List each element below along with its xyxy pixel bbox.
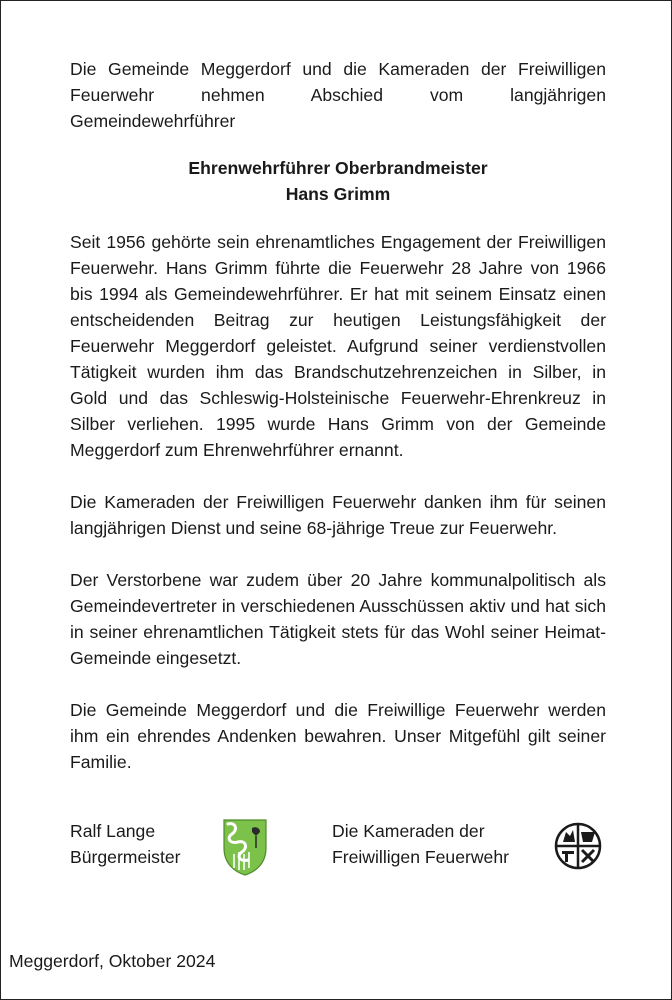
signatory-line-1: Die Kameraden der [332, 821, 485, 841]
title-line-1: Ehrenwehrführer Oberbrandmeister [188, 158, 488, 178]
signatory-role: Bürgermeister [70, 847, 181, 867]
paragraph-politics: Der Verstorbene war zudem über 20 Jahre kommunalpolitisch als Gemeindevertreter in verschiedenen Ausschüssen aktiv und hat sich in seiner ehrenamtlichen Tätigkeit stets für das Wohl seiner Heimat-Gemeinde eingesetzt. [70, 570, 606, 668]
signatory-mayor [70, 818, 181, 870]
fire-brigade-emblem-icon [554, 822, 602, 870]
signature-row [70, 818, 606, 878]
title-line-2: Hans Grimm [285, 184, 391, 204]
signatory-name: Ralf Lange [70, 821, 156, 841]
intro-text: Die Gemeinde Meggerdorf und die Kameraden der Freiwilligen Feuerwehr nehmen Abschied vom langjährigen Gemeindewehrführer [70, 59, 606, 131]
paragraph-thanks: Die Kameraden der Freiwilligen Feuerwehr danken ihm für seinen langjährigen Dienst und seine 68-jährige Treue zur Feuerwehr. [70, 492, 606, 538]
notice-body [70, 56, 606, 801]
place-date-footer: Meggerdorf, Oktober 2024 [9, 951, 216, 971]
municipal-crest-icon [222, 818, 268, 876]
notice-title [70, 155, 606, 207]
paragraph-career: Seit 1956 gehörte sein ehrenamtliches Engagement der Freiwilligen Feuerwehr. Hans Grimm führte die Feuerwehr 28 Jahre von 1966 bis 1994 als Gemeindewehrführer. Er hat mit seinem Einsatz einen entscheidenden Beitrag zur heutigen Leistungsfähigkeit der Feuerwehr Meggerdorf geleistet. Aufgrund seiner verdienstvollen Tätigkeit wurden ihm das Brandschutzehrenzeichen in Silber, in Gold und das Schleswig-Holsteinische Feuerwehr-Ehrenkreuz in Silber verliehen. 1995 wurde Hans Grimm von der Gemeinde Meggerdorf zum Ehrenwehrführer ernannt. [70, 232, 606, 460]
signatory-line-2: Freiwilligen Feuerwehr [332, 847, 509, 867]
signatory-fire-brigade [332, 818, 509, 870]
paragraph-remembrance: Die Gemeinde Meggerdorf und die Freiwillige Feuerwehr werden ihm ein ehrendes Andenken bewahren. Unser Mitgefühl gilt seiner Familie. [70, 700, 606, 772]
